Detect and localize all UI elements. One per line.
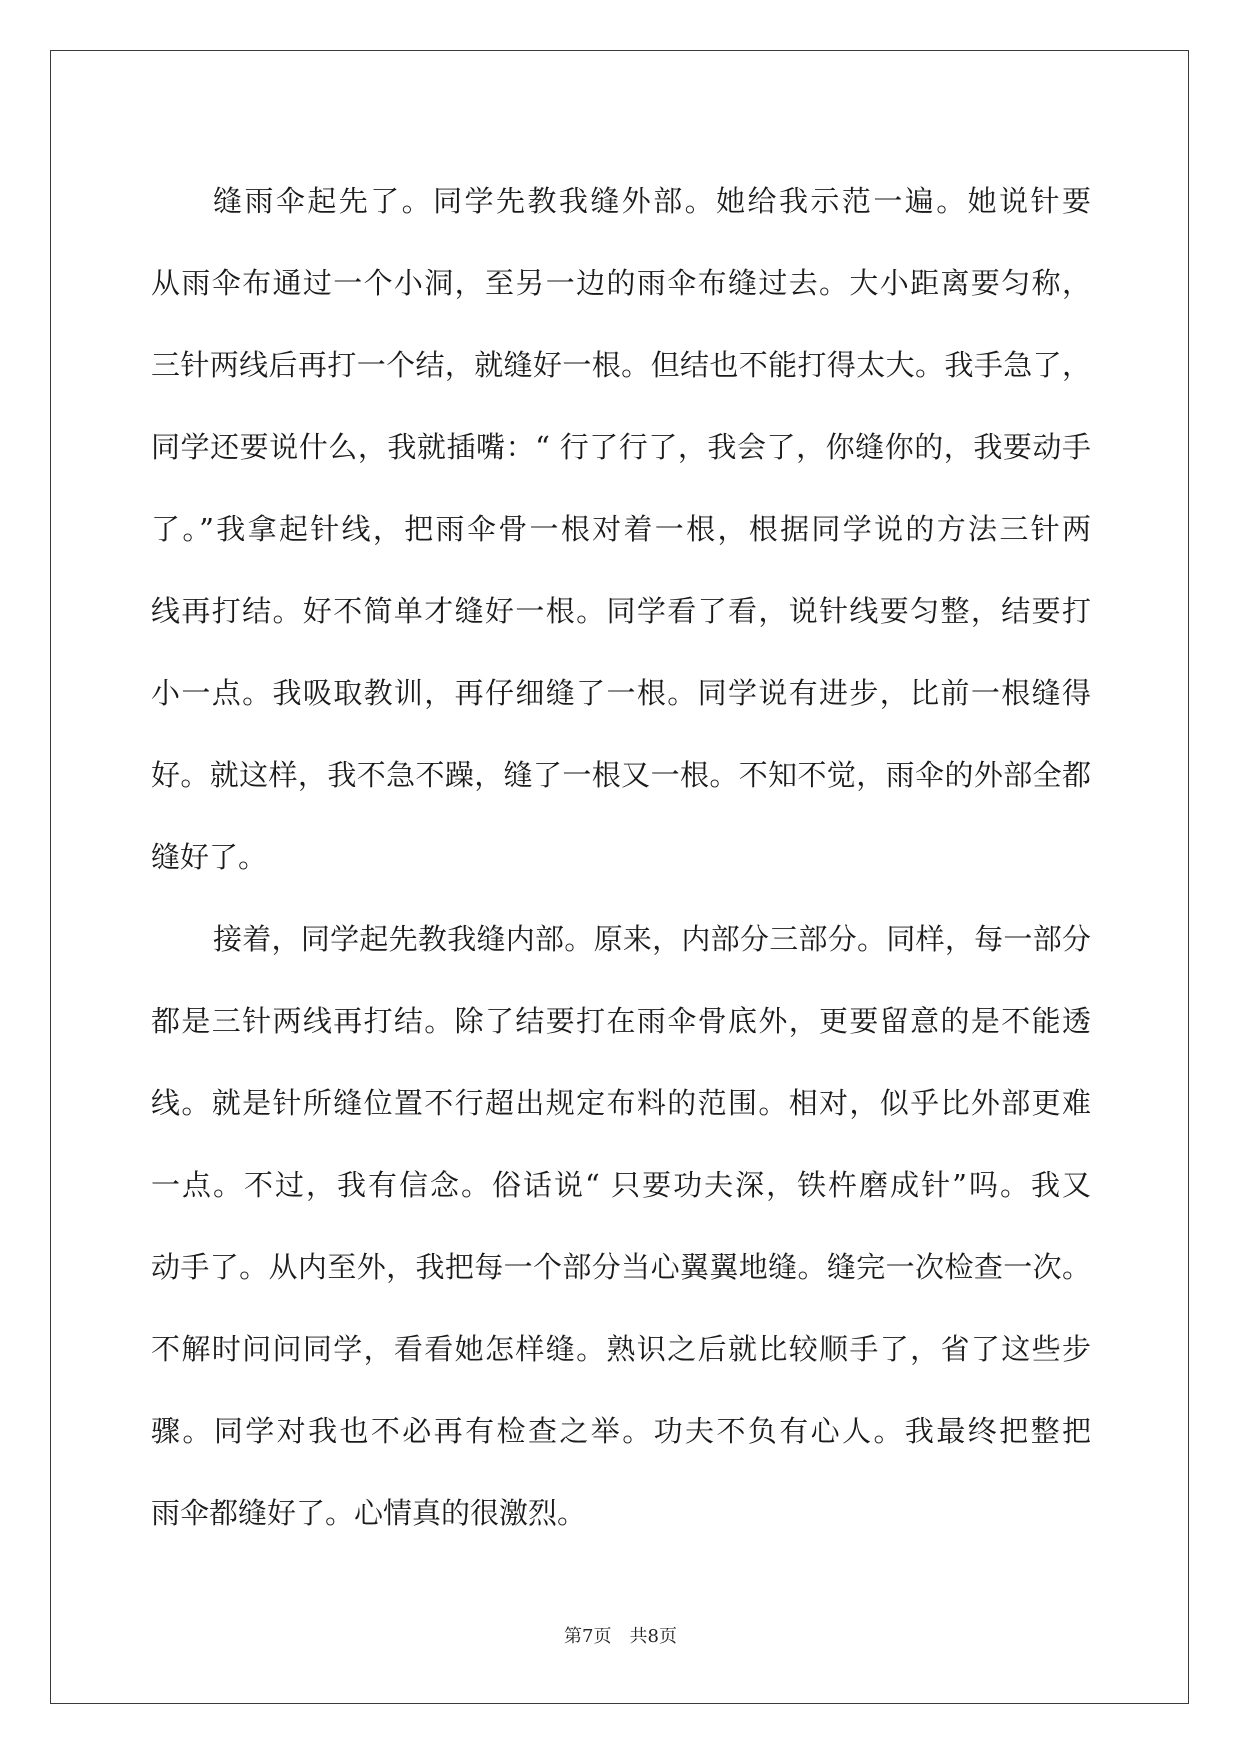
page-number-total: 共8页: [629, 1626, 677, 1647]
paragraph-2: [151, 898, 1091, 1554]
text-line: 小一点。我吸取教训，再仔细缝了一根。同学说有进步，比前一根缝得: [151, 676, 1091, 710]
text-line: 接着，同学起先教我缝内部。原来，内部分三部分。同样，每一部分: [213, 922, 1091, 956]
page-footer: [0, 1622, 1241, 1648]
text-line: 都是三针两线再打结。除了结要打在雨伞骨底外，更要留意的是不能透: [151, 1004, 1091, 1038]
text-line: 线。就是针所缝位置不行超出规定布料的范围。相对，似乎比外部更难: [151, 1086, 1091, 1120]
text-line: 雨伞都缝好了。心情真的很激烈。: [151, 1496, 587, 1530]
text-line: 了。”我拿起针线，把雨伞骨一根对着一根，根据同学说的方法三针两: [151, 512, 1091, 546]
text-line: 缝好了。: [151, 840, 268, 874]
text-line: 从雨伞布通过一个小洞，至另一边的雨伞布缝过去。大小距离要匀称，: [151, 266, 1091, 300]
text-line: 不解时问问同学，看看她怎样缝。熟识之后就比较顺手了，省了这些步: [151, 1332, 1091, 1366]
text-line: 骤。同学对我也不必再有检查之举。功夫不负有心人。我最终把整把: [151, 1414, 1091, 1448]
text-line: 一点。不过，我有信念。俗话说“ 只要功夫深，铁杵磨成针”吗。我又: [151, 1168, 1091, 1202]
text-line: 缝雨伞起先了。同学先教我缝外部。她给我示范一遍。她说针要: [213, 184, 1091, 218]
text-line: 同学还要说什么，我就插嘴：“ 行了行了，我会了，你缝你的，我要动手: [151, 430, 1091, 464]
text-line: 动手了。从内至外，我把每一个部分当心翼翼地缝。缝完一次检查一次。: [151, 1250, 1091, 1284]
text-line: 线再打结。好不简单才缝好一根。同学看了看，说针线要匀整，结要打: [151, 594, 1091, 628]
page-number-current: 第7页: [564, 1626, 612, 1647]
paragraph-1: [151, 160, 1091, 898]
text-line: 好。就这样，我不急不躁，缝了一根又一根。不知不觉，雨伞的外部全都: [151, 758, 1091, 792]
document-body: [151, 160, 1091, 1554]
text-line: 三针两线后再打一个结，就缝好一根。但结也不能打得太大。我手急了，: [151, 348, 1091, 382]
